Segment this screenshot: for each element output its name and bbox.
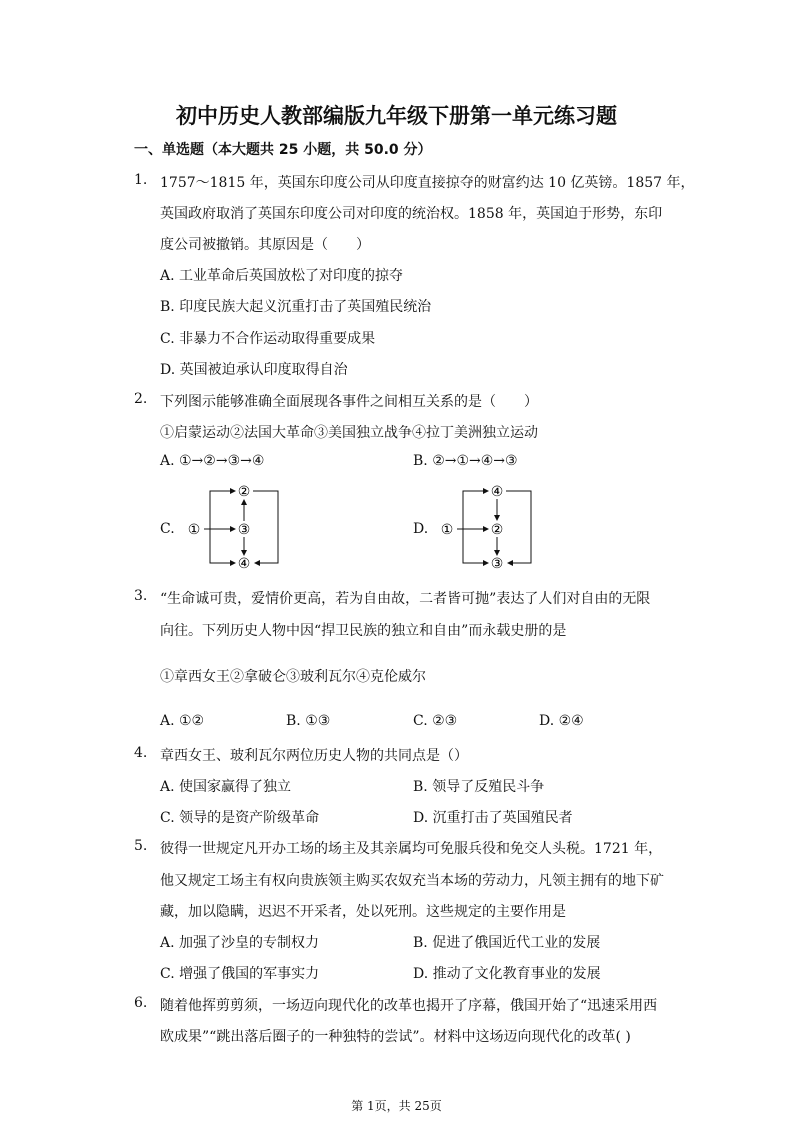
diagram-node: ① bbox=[187, 522, 201, 538]
diagram-node: ② bbox=[490, 522, 504, 538]
question-text: 下列图示能够准确全面展现各事件之间相互关系的是（ ） bbox=[160, 394, 538, 410]
option-d: D. bbox=[413, 521, 429, 537]
option-a: A. ①→②→③→④ bbox=[160, 453, 265, 469]
question-text: 他又规定工场主有权向贵族领主购买农奴充当本场的劳动力，凡领主拥有的地下矿 bbox=[160, 873, 664, 889]
option-b: B. 促进了俄国近代工业的发展 bbox=[413, 935, 601, 951]
option-a: A. 加强了沙皇的专制权力 bbox=[160, 935, 320, 951]
diagram-d bbox=[433, 478, 543, 574]
diagram-node: ④ bbox=[490, 484, 504, 500]
option-b: B. 印度民族大起义沉重打击了英国殖民统治 bbox=[160, 299, 432, 315]
option-d: D. 沉重打击了英国殖民者 bbox=[413, 810, 573, 826]
question-items: ①章西女王②拿破仑③玻利瓦尔④克伦威尔 bbox=[160, 669, 426, 685]
question-number: 3. bbox=[134, 588, 148, 604]
question-text: 随着他挥剪剪须，一场迈向现代化的改革也揭开了序幕，俄国开始了“迅速采用西 bbox=[160, 998, 658, 1014]
option-c: C. 领导的是资产阶级革命 bbox=[160, 810, 320, 826]
question-text: 1757～1815 年，英国东印度公司从印度直接掠夺的财富约达 10 亿英镑。1857 年， bbox=[160, 175, 695, 191]
question-text: 章西女王、玻利瓦尔两位历史人物的共同点是（） bbox=[160, 748, 468, 764]
option-b: B. ①③ bbox=[286, 713, 331, 729]
option-b: B. 领导了反殖民斗争 bbox=[413, 779, 545, 795]
option-c: C. ②③ bbox=[413, 713, 458, 729]
diagram-node: ③ bbox=[490, 556, 504, 572]
page-title: 初中历史人教部编版九年级下册第一单元练习题 bbox=[176, 104, 617, 128]
question-text: 向往。下列历史人物中因“捍卫民族的独立和自由”而永载史册的是 bbox=[160, 623, 567, 639]
diagram-c bbox=[180, 478, 290, 574]
diagram-node: ② bbox=[237, 484, 251, 500]
option-d: D. ②④ bbox=[539, 713, 584, 729]
option-c: C. 非暴力不合作运动取得重要成果 bbox=[160, 331, 376, 347]
option-c: C. bbox=[160, 521, 175, 537]
question-text: “生命诚可贵，爱情价更高，若为自由故，二者皆可抛”表达了人们对自由的无限 bbox=[160, 591, 651, 607]
question-text: 藏，加以隐瞒，迟迟不开采者，处以死刑。这些规定的主要作用是 bbox=[160, 904, 566, 920]
option-c: C. 增强了俄国的军事实力 bbox=[160, 966, 320, 982]
diagram-node: ① bbox=[440, 522, 454, 538]
option-b: B. ②→①→④→③ bbox=[413, 453, 518, 469]
question-text: 彼得一世规定凡开办工场的场主及其亲属均可免服兵役和免交人头税。1721 年， bbox=[160, 841, 663, 857]
option-a: A. 工业革命后英国放松了对印度的掠夺 bbox=[160, 268, 404, 284]
page-footer: 第 1页，共 25页 bbox=[351, 1099, 442, 1113]
section-heading: 一、单选题（本大题共 25 小题，共 50.0 分） bbox=[134, 142, 432, 158]
question-events: ①启蒙运动②法国大革命③美国独立战争④拉丁美洲独立运动 bbox=[160, 425, 538, 441]
question-text: 欧成果”“跳出落后圈子的一种独特的尝试”。材料中这场迈向现代化的改革( ) bbox=[160, 1029, 631, 1045]
question-number: 4. bbox=[134, 745, 148, 761]
option-d: D. 英国被迫承认印度取得自治 bbox=[160, 362, 348, 378]
diagram-node: ④ bbox=[237, 556, 251, 572]
question-number: 6. bbox=[134, 995, 148, 1011]
option-d: D. 推动了文化教育事业的发展 bbox=[413, 966, 601, 982]
option-a: A. 使国家赢得了独立 bbox=[160, 779, 292, 795]
question-text: 英国政府取消了英国东印度公司对印度的统治权。1858 年，英国迫于形势，东印 bbox=[160, 206, 663, 222]
question-text: 度公司被撤销。其原因是（ ） bbox=[160, 237, 370, 253]
question-number: 2. bbox=[134, 391, 148, 407]
question-number: 5. bbox=[134, 838, 148, 854]
diagram-node: ③ bbox=[237, 522, 251, 538]
question-number: 1. bbox=[134, 172, 148, 188]
option-a: A. ①② bbox=[160, 713, 205, 729]
